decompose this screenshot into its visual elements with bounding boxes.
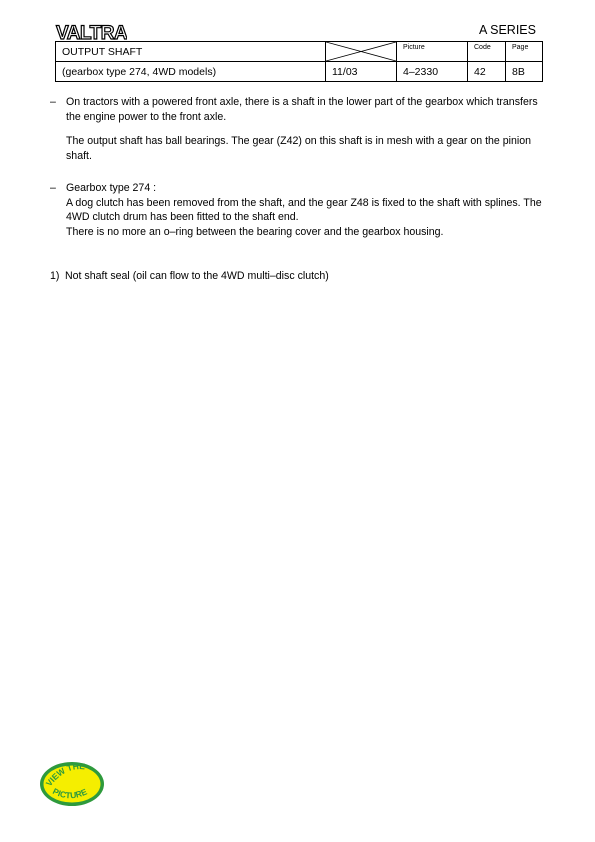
list-item <box>50 181 550 239</box>
section-heading: Gearbox type 274 : <box>66 182 157 194</box>
paragraph: There is no more an o–ring between the bearing cover and the gearbox housing. <box>66 225 444 238</box>
note-number: 1) <box>50 270 60 282</box>
valtra-logo <box>55 22 127 42</box>
view-picture-badge[interactable] <box>38 760 106 808</box>
note-text: Not shaft seal (oil can flow to the 4WD multi–disc clutch) <box>65 270 329 282</box>
document-header-table <box>55 41 543 82</box>
series-label: A SERIES <box>479 23 536 37</box>
code-label: Code <box>468 42 506 62</box>
page-value: 8B <box>506 62 543 82</box>
picture-value: 4–2330 <box>397 62 468 82</box>
badge-line1: VIEW THE <box>43 761 86 789</box>
document-body <box>50 95 550 284</box>
list-item <box>50 95 550 163</box>
document-subtitle: (gearbox type 274, 4WD models) <box>56 62 326 82</box>
date-value: 11/03 <box>326 62 397 82</box>
bullet-dash: – <box>50 182 56 194</box>
paragraph: A dog clutch has been removed from the shaft, and the gear Z48 is fixed to the shaft with splines. The 4WD clutch drum has been fitted to the shaft end. <box>66 196 542 223</box>
page-label: Page <box>506 42 543 62</box>
paragraph: On tractors with a powered front axle, there is a shaft in the lower part of the gearbox which transfers the engine power to the front axle. <box>66 96 538 123</box>
crossed-cell <box>326 42 397 62</box>
callout-note <box>50 269 550 284</box>
picture-label: Picture <box>397 42 468 62</box>
code-value: 42 <box>468 62 506 82</box>
bullet-dash: – <box>50 96 56 108</box>
paragraph: The output shaft has ball bearings. The gear (Z42) on this shaft is in mesh with a gear on the pinion shaft. <box>66 135 532 162</box>
badge-line2: PICTURE <box>51 786 89 801</box>
document-title: OUTPUT SHAFT <box>56 42 326 62</box>
svg-text:VALTRA: VALTRA <box>56 23 127 42</box>
